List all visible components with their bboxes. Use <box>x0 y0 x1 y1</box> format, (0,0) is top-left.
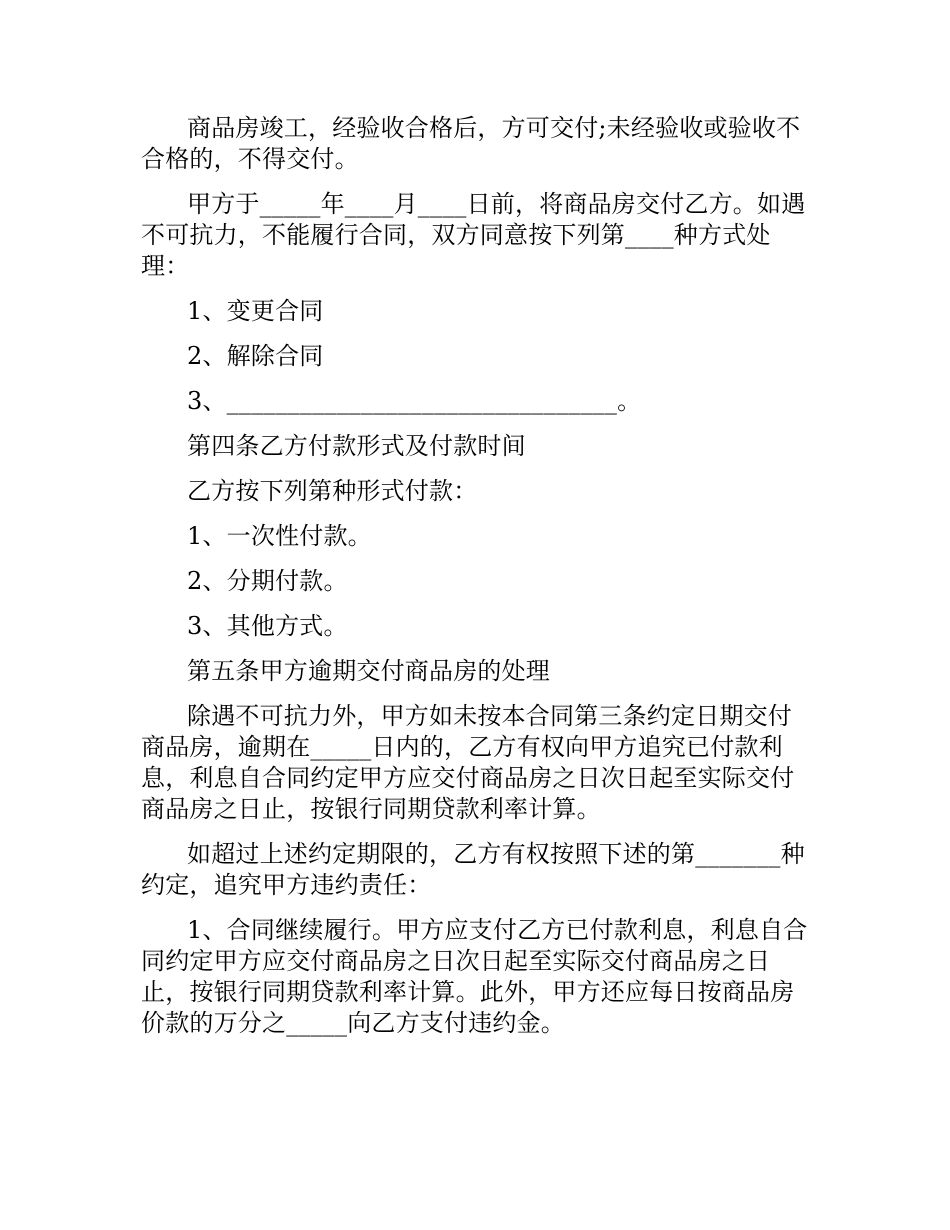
list-item-terminate-contract: 2、解除合同 <box>187 342 324 370</box>
list-item-change-contract: 1、变更合同 <box>187 297 324 325</box>
paragraph-delivery-acceptance: 商品房竣工，经验收合格后，方可交付;未经验收或验收不合格的，不得交付。 <box>141 114 801 173</box>
paragraph-delivery-date: 甲方于_____年____月____日前，将商品房交付乙方。如遇不可抗力，不能履行合同，双方同意按下列第____种方式处理： <box>141 190 806 280</box>
paragraph-continue-performance: 1、合同继续履行。甲方应支付乙方已付款利息，利息自合同约定甲方应交付商品房之日次日起至实际交付商品房之日止，按银行同期贷款利率计算。此外，甲方还应每日按商品房价款的万分之_____向乙方支付违约金。 <box>141 916 808 1037</box>
list-item-lump-sum: 1、一次性付款。 <box>187 522 372 550</box>
paragraph-payment-method: 乙方按下列第种形式付款： <box>187 477 478 505</box>
paragraph-exceed-deadline: 如超过上述约定期限的，乙方有权按照下述的第_______种约定，追究甲方违约责任： <box>141 840 805 899</box>
list-item-other-method: 3、其他方式。 <box>187 612 348 640</box>
paragraph-late-delivery-interest: 除遇不可抗力外，甲方如未按本合同第三条约定日期交付商品房，逾期在_____日内的，乙方有权向甲方追究已付款利息，利息自合同约定甲方应交付商品房之日次日起至实际交付商品房之日止，按银行同期贷款利率计算。 <box>141 702 795 823</box>
section-heading-article-5: 第五条甲方逾期交付商品房的处理 <box>187 657 550 685</box>
list-item-installments: 2、分期付款。 <box>187 567 348 595</box>
list-item-other-blank: 3、________________________________。 <box>187 387 642 415</box>
section-heading-article-4: 第四条乙方付款形式及付款时间 <box>187 432 526 460</box>
document-body <box>141 113 811 1053</box>
